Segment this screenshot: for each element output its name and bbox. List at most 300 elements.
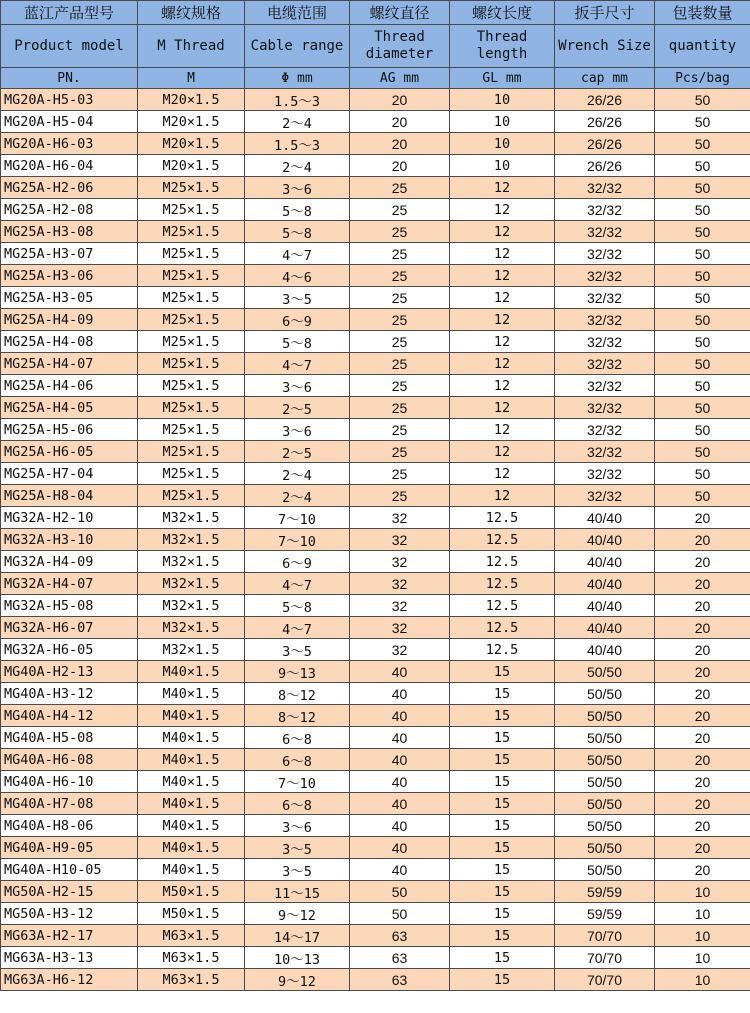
table-row bbox=[1, 331, 750, 353]
cell-cable-range: 9～12 bbox=[245, 903, 350, 925]
cell-wrench-size: 50/50 bbox=[555, 727, 655, 749]
cell-thread-length: 10 bbox=[450, 133, 555, 155]
cell-thread-spec: M25×1.5 bbox=[138, 265, 245, 287]
cell-cable-range: 5～8 bbox=[245, 595, 350, 617]
cell-cable-range: 3～6 bbox=[245, 375, 350, 397]
cell-thread-length: 15 bbox=[450, 859, 555, 881]
cell-product-model: MG40A-H3-12 bbox=[1, 683, 138, 705]
cell-wrench-size: 40/40 bbox=[555, 617, 655, 639]
cell-thread-spec: M25×1.5 bbox=[138, 441, 245, 463]
cell-thread-length: 12.5 bbox=[450, 529, 555, 551]
cell-thread-spec: M25×1.5 bbox=[138, 221, 245, 243]
cell-thread-diameter: 25 bbox=[350, 463, 450, 485]
table-row bbox=[1, 903, 750, 925]
cell-thread-length: 12.5 bbox=[450, 551, 555, 573]
cell-thread-spec: M32×1.5 bbox=[138, 507, 245, 529]
cell-quantity: 20 bbox=[655, 617, 750, 639]
cell-quantity: 20 bbox=[655, 573, 750, 595]
cell-cable-range: 3～5 bbox=[245, 287, 350, 309]
cell-cable-range: 5～8 bbox=[245, 199, 350, 221]
cell-quantity: 10 bbox=[655, 947, 750, 969]
table-row bbox=[1, 309, 750, 331]
table-row bbox=[1, 529, 750, 551]
cell-thread-spec: M32×1.5 bbox=[138, 573, 245, 595]
table-row bbox=[1, 639, 750, 661]
cell-cable-range: 6～8 bbox=[245, 793, 350, 815]
cell-product-model: MG40A-H4-12 bbox=[1, 705, 138, 727]
cell-wrench-size: 32/32 bbox=[555, 397, 655, 419]
cell-cable-range: 2～4 bbox=[245, 485, 350, 507]
cell-thread-spec: M40×1.5 bbox=[138, 683, 245, 705]
cell-quantity: 50 bbox=[655, 287, 750, 309]
cell-product-model: MG25A-H4-09 bbox=[1, 309, 138, 331]
cell-quantity: 20 bbox=[655, 705, 750, 727]
cell-thread-spec: M50×1.5 bbox=[138, 903, 245, 925]
cell-thread-length: 12 bbox=[450, 331, 555, 353]
cell-product-model: MG25A-H2-06 bbox=[1, 177, 138, 199]
cell-wrench-size: 32/32 bbox=[555, 419, 655, 441]
header-row-english bbox=[1, 25, 750, 68]
cell-quantity: 20 bbox=[655, 551, 750, 573]
cell-cable-range: 3～6 bbox=[245, 419, 350, 441]
cell-thread-diameter: 25 bbox=[350, 397, 450, 419]
cell-thread-spec: M20×1.5 bbox=[138, 89, 245, 111]
cell-product-model: MG40A-H5-08 bbox=[1, 727, 138, 749]
cell-thread-spec: M25×1.5 bbox=[138, 287, 245, 309]
cell-product-model: MG32A-H6-05 bbox=[1, 639, 138, 661]
header-unit-pn: PN. bbox=[1, 68, 138, 89]
cell-product-model: MG32A-H5-08 bbox=[1, 595, 138, 617]
cell-quantity: 20 bbox=[655, 595, 750, 617]
cell-thread-length: 12 bbox=[450, 375, 555, 397]
table-row bbox=[1, 353, 750, 375]
cell-product-model: MG32A-H4-09 bbox=[1, 551, 138, 573]
cell-thread-length: 15 bbox=[450, 881, 555, 903]
cell-thread-spec: M25×1.5 bbox=[138, 375, 245, 397]
cell-thread-length: 10 bbox=[450, 111, 555, 133]
cell-quantity: 20 bbox=[655, 727, 750, 749]
cell-thread-length: 10 bbox=[450, 89, 555, 111]
table-row bbox=[1, 243, 750, 265]
cell-wrench-size: 40/40 bbox=[555, 595, 655, 617]
header-en-wrench-size: Wrench Size bbox=[555, 25, 655, 68]
table-row bbox=[1, 419, 750, 441]
cell-thread-length: 12 bbox=[450, 397, 555, 419]
cell-wrench-size: 50/50 bbox=[555, 683, 655, 705]
cell-thread-diameter: 25 bbox=[350, 309, 450, 331]
cell-thread-length: 15 bbox=[450, 947, 555, 969]
cell-thread-length: 10 bbox=[450, 155, 555, 177]
cell-wrench-size: 50/50 bbox=[555, 859, 655, 881]
cell-product-model: MG63A-H6-12 bbox=[1, 969, 138, 991]
cell-quantity: 20 bbox=[655, 639, 750, 661]
cell-thread-diameter: 25 bbox=[350, 353, 450, 375]
cell-thread-spec: M40×1.5 bbox=[138, 837, 245, 859]
cell-thread-length: 12 bbox=[450, 265, 555, 287]
table-row bbox=[1, 815, 750, 837]
cell-quantity: 50 bbox=[655, 177, 750, 199]
cell-wrench-size: 70/70 bbox=[555, 969, 655, 991]
cell-wrench-size: 50/50 bbox=[555, 837, 655, 859]
cell-wrench-size: 40/40 bbox=[555, 639, 655, 661]
cell-product-model: MG40A-H2-13 bbox=[1, 661, 138, 683]
cell-wrench-size: 50/50 bbox=[555, 815, 655, 837]
cell-thread-spec: M50×1.5 bbox=[138, 881, 245, 903]
cell-thread-spec: M20×1.5 bbox=[138, 155, 245, 177]
table-row bbox=[1, 485, 750, 507]
cell-thread-diameter: 25 bbox=[350, 419, 450, 441]
cell-thread-length: 15 bbox=[450, 969, 555, 991]
cell-quantity: 20 bbox=[655, 507, 750, 529]
cell-thread-diameter: 20 bbox=[350, 89, 450, 111]
cell-product-model: MG40A-H7-08 bbox=[1, 793, 138, 815]
cell-thread-length: 12 bbox=[450, 177, 555, 199]
cell-thread-length: 15 bbox=[450, 837, 555, 859]
cell-cable-range: 6～8 bbox=[245, 727, 350, 749]
cell-quantity: 50 bbox=[655, 331, 750, 353]
cell-wrench-size: 40/40 bbox=[555, 573, 655, 595]
cell-thread-length: 15 bbox=[450, 749, 555, 771]
cell-product-model: MG63A-H2-17 bbox=[1, 925, 138, 947]
cell-cable-range: 5～8 bbox=[245, 221, 350, 243]
cell-thread-diameter: 40 bbox=[350, 859, 450, 881]
cell-wrench-size: 40/40 bbox=[555, 551, 655, 573]
cell-quantity: 20 bbox=[655, 859, 750, 881]
cell-thread-length: 12 bbox=[450, 419, 555, 441]
cell-thread-length: 15 bbox=[450, 925, 555, 947]
cell-cable-range: 14～17 bbox=[245, 925, 350, 947]
cell-product-model: MG25A-H4-07 bbox=[1, 353, 138, 375]
table-row bbox=[1, 705, 750, 727]
cell-thread-length: 15 bbox=[450, 815, 555, 837]
header-en-quantity: quantity bbox=[655, 25, 750, 68]
header-unit-cap-mm: cap mm bbox=[555, 68, 655, 89]
cell-wrench-size: 32/32 bbox=[555, 331, 655, 353]
cell-quantity: 20 bbox=[655, 529, 750, 551]
cell-thread-spec: M40×1.5 bbox=[138, 771, 245, 793]
cell-cable-range: 5～8 bbox=[245, 331, 350, 353]
cell-thread-length: 12 bbox=[450, 221, 555, 243]
cell-cable-range: 3～5 bbox=[245, 639, 350, 661]
cell-wrench-size: 32/32 bbox=[555, 463, 655, 485]
table-row bbox=[1, 969, 750, 991]
cell-thread-spec: M40×1.5 bbox=[138, 793, 245, 815]
cell-cable-range: 4～7 bbox=[245, 243, 350, 265]
cell-thread-spec: M63×1.5 bbox=[138, 925, 245, 947]
cell-cable-range: 4～7 bbox=[245, 353, 350, 375]
cell-thread-spec: M63×1.5 bbox=[138, 969, 245, 991]
header-en-cable-range: Cable range bbox=[245, 25, 350, 68]
cell-wrench-size: 32/32 bbox=[555, 441, 655, 463]
cell-product-model: MG25A-H8-04 bbox=[1, 485, 138, 507]
cell-thread-length: 12 bbox=[450, 287, 555, 309]
cell-quantity: 50 bbox=[655, 155, 750, 177]
header-cn-wrench-size: 扳手尺寸 bbox=[555, 1, 655, 25]
cell-product-model: MG25A-H3-06 bbox=[1, 265, 138, 287]
cell-quantity: 10 bbox=[655, 969, 750, 991]
cell-thread-length: 15 bbox=[450, 903, 555, 925]
cell-cable-range: 1.5～3 bbox=[245, 133, 350, 155]
table-row bbox=[1, 199, 750, 221]
table-row bbox=[1, 133, 750, 155]
cell-product-model: MG25A-H4-08 bbox=[1, 331, 138, 353]
cell-thread-spec: M40×1.5 bbox=[138, 705, 245, 727]
cell-thread-spec: M40×1.5 bbox=[138, 815, 245, 837]
cell-thread-spec: M20×1.5 bbox=[138, 111, 245, 133]
cell-thread-length: 15 bbox=[450, 727, 555, 749]
cell-thread-length: 12.5 bbox=[450, 617, 555, 639]
table-row bbox=[1, 749, 750, 771]
cell-quantity: 50 bbox=[655, 375, 750, 397]
cell-cable-range: 2～5 bbox=[245, 441, 350, 463]
cell-thread-diameter: 25 bbox=[350, 199, 450, 221]
cell-wrench-size: 32/32 bbox=[555, 177, 655, 199]
cell-thread-diameter: 40 bbox=[350, 661, 450, 683]
cell-wrench-size: 32/32 bbox=[555, 265, 655, 287]
header-en-product-model: Product model bbox=[1, 25, 138, 68]
cell-wrench-size: 32/32 bbox=[555, 287, 655, 309]
cell-quantity: 20 bbox=[655, 683, 750, 705]
cell-product-model: MG50A-H2-15 bbox=[1, 881, 138, 903]
cell-cable-range: 9～13 bbox=[245, 661, 350, 683]
header-cn-thread-diameter: 螺纹直径 bbox=[350, 1, 450, 25]
cell-thread-diameter: 40 bbox=[350, 683, 450, 705]
cell-product-model: MG20A-H6-03 bbox=[1, 133, 138, 155]
cell-thread-diameter: 25 bbox=[350, 331, 450, 353]
table-row bbox=[1, 507, 750, 529]
cell-cable-range: 8～12 bbox=[245, 705, 350, 727]
cell-quantity: 50 bbox=[655, 243, 750, 265]
header-unit-pcs-bag: Pcs/bag bbox=[655, 68, 750, 89]
cell-thread-length: 12 bbox=[450, 485, 555, 507]
cell-thread-spec: M25×1.5 bbox=[138, 353, 245, 375]
cell-cable-range: 7～10 bbox=[245, 507, 350, 529]
cell-wrench-size: 50/50 bbox=[555, 749, 655, 771]
cell-wrench-size: 50/50 bbox=[555, 705, 655, 727]
cell-quantity: 20 bbox=[655, 771, 750, 793]
cell-cable-range: 7～10 bbox=[245, 771, 350, 793]
table-row bbox=[1, 573, 750, 595]
cell-thread-diameter: 25 bbox=[350, 243, 450, 265]
cell-cable-range: 4～7 bbox=[245, 617, 350, 639]
cell-wrench-size: 32/32 bbox=[555, 199, 655, 221]
cell-quantity: 50 bbox=[655, 485, 750, 507]
cell-thread-diameter: 50 bbox=[350, 881, 450, 903]
cell-cable-range: 1.5～3 bbox=[245, 89, 350, 111]
cell-quantity: 50 bbox=[655, 89, 750, 111]
cell-thread-length: 12 bbox=[450, 463, 555, 485]
cell-thread-length: 12 bbox=[450, 353, 555, 375]
cell-quantity: 50 bbox=[655, 265, 750, 287]
cell-cable-range: 2～5 bbox=[245, 397, 350, 419]
cell-thread-diameter: 20 bbox=[350, 133, 450, 155]
cell-thread-spec: M32×1.5 bbox=[138, 551, 245, 573]
table-row bbox=[1, 683, 750, 705]
cell-wrench-size: 32/32 bbox=[555, 221, 655, 243]
cell-thread-diameter: 25 bbox=[350, 221, 450, 243]
table-row bbox=[1, 793, 750, 815]
table-row bbox=[1, 925, 750, 947]
header-unit-cable-mm: Φ mm bbox=[245, 68, 350, 89]
cell-thread-length: 12 bbox=[450, 441, 555, 463]
cell-thread-diameter: 63 bbox=[350, 969, 450, 991]
cell-thread-diameter: 40 bbox=[350, 771, 450, 793]
cell-thread-length: 15 bbox=[450, 683, 555, 705]
cell-product-model: MG25A-H3-05 bbox=[1, 287, 138, 309]
table-body bbox=[1, 89, 750, 991]
cell-quantity: 50 bbox=[655, 111, 750, 133]
cell-product-model: MG40A-H8-06 bbox=[1, 815, 138, 837]
cell-thread-length: 12 bbox=[450, 199, 555, 221]
cell-thread-diameter: 32 bbox=[350, 573, 450, 595]
cell-cable-range: 11～15 bbox=[245, 881, 350, 903]
cell-cable-range: 2～4 bbox=[245, 463, 350, 485]
cell-product-model: MG32A-H4-07 bbox=[1, 573, 138, 595]
cell-thread-spec: M25×1.5 bbox=[138, 199, 245, 221]
header-cn-cable-range: 电缆范围 bbox=[245, 1, 350, 25]
cell-quantity: 50 bbox=[655, 199, 750, 221]
table-row bbox=[1, 463, 750, 485]
cell-cable-range: 6～8 bbox=[245, 749, 350, 771]
cell-quantity: 20 bbox=[655, 837, 750, 859]
cell-cable-range: 7～10 bbox=[245, 529, 350, 551]
cell-thread-spec: M25×1.5 bbox=[138, 397, 245, 419]
cell-thread-diameter: 40 bbox=[350, 727, 450, 749]
header-cn-thread-length: 螺纹长度 bbox=[450, 1, 555, 25]
cell-thread-diameter: 20 bbox=[350, 155, 450, 177]
cell-thread-diameter: 40 bbox=[350, 749, 450, 771]
cell-wrench-size: 70/70 bbox=[555, 947, 655, 969]
cell-thread-diameter: 32 bbox=[350, 617, 450, 639]
table-row bbox=[1, 727, 750, 749]
header-cn-product-model: 蓝江产品型号 bbox=[1, 1, 138, 25]
cell-wrench-size: 40/40 bbox=[555, 507, 655, 529]
table-row bbox=[1, 441, 750, 463]
cell-product-model: MG20A-H5-03 bbox=[1, 89, 138, 111]
cell-wrench-size: 70/70 bbox=[555, 925, 655, 947]
cell-product-model: MG40A-H6-08 bbox=[1, 749, 138, 771]
table-row bbox=[1, 771, 750, 793]
cell-product-model: MG25A-H5-06 bbox=[1, 419, 138, 441]
table-row bbox=[1, 947, 750, 969]
cell-wrench-size: 50/50 bbox=[555, 771, 655, 793]
header-cn-quantity: 包装数量 bbox=[655, 1, 750, 25]
cell-quantity: 10 bbox=[655, 925, 750, 947]
table-row bbox=[1, 881, 750, 903]
cell-product-model: MG50A-H3-12 bbox=[1, 903, 138, 925]
cell-thread-diameter: 63 bbox=[350, 947, 450, 969]
cell-thread-diameter: 25 bbox=[350, 287, 450, 309]
cell-thread-spec: M40×1.5 bbox=[138, 661, 245, 683]
cell-product-model: MG25A-H4-05 bbox=[1, 397, 138, 419]
cell-thread-diameter: 32 bbox=[350, 507, 450, 529]
cell-wrench-size: 32/32 bbox=[555, 375, 655, 397]
cell-product-model: MG32A-H3-10 bbox=[1, 529, 138, 551]
cell-product-model: MG40A-H6-10 bbox=[1, 771, 138, 793]
cell-quantity: 10 bbox=[655, 881, 750, 903]
cell-thread-diameter: 32 bbox=[350, 639, 450, 661]
table-row bbox=[1, 595, 750, 617]
cell-thread-diameter: 32 bbox=[350, 529, 450, 551]
cell-thread-length: 12.5 bbox=[450, 573, 555, 595]
cell-cable-range: 3～5 bbox=[245, 837, 350, 859]
cell-thread-length: 12.5 bbox=[450, 595, 555, 617]
cell-cable-range: 3～6 bbox=[245, 177, 350, 199]
cell-cable-range: 4～7 bbox=[245, 573, 350, 595]
cell-thread-diameter: 25 bbox=[350, 485, 450, 507]
cell-thread-length: 15 bbox=[450, 661, 555, 683]
cell-wrench-size: 50/50 bbox=[555, 661, 655, 683]
cell-product-model: MG20A-H5-04 bbox=[1, 111, 138, 133]
header-cn-thread-spec: 螺纹规格 bbox=[138, 1, 245, 25]
table-row bbox=[1, 661, 750, 683]
cell-thread-diameter: 32 bbox=[350, 551, 450, 573]
cell-wrench-size: 40/40 bbox=[555, 529, 655, 551]
cell-product-model: MG25A-H3-08 bbox=[1, 221, 138, 243]
cell-thread-diameter: 40 bbox=[350, 705, 450, 727]
cell-quantity: 50 bbox=[655, 441, 750, 463]
cell-product-model: MG32A-H6-07 bbox=[1, 617, 138, 639]
cell-cable-range: 2～4 bbox=[245, 155, 350, 177]
cell-quantity: 50 bbox=[655, 353, 750, 375]
cell-thread-length: 12.5 bbox=[450, 639, 555, 661]
cell-thread-diameter: 50 bbox=[350, 903, 450, 925]
cell-quantity: 50 bbox=[655, 221, 750, 243]
table-row bbox=[1, 221, 750, 243]
cell-wrench-size: 26/26 bbox=[555, 133, 655, 155]
cell-wrench-size: 32/32 bbox=[555, 243, 655, 265]
cell-thread-spec: M25×1.5 bbox=[138, 243, 245, 265]
cell-wrench-size: 50/50 bbox=[555, 793, 655, 815]
cell-thread-spec: M25×1.5 bbox=[138, 331, 245, 353]
cell-wrench-size: 59/59 bbox=[555, 881, 655, 903]
cell-thread-spec: M40×1.5 bbox=[138, 727, 245, 749]
cell-thread-diameter: 25 bbox=[350, 441, 450, 463]
cell-quantity: 20 bbox=[655, 661, 750, 683]
cell-quantity: 50 bbox=[655, 309, 750, 331]
cell-thread-spec: M25×1.5 bbox=[138, 485, 245, 507]
cell-thread-spec: M25×1.5 bbox=[138, 419, 245, 441]
table-row bbox=[1, 265, 750, 287]
cell-product-model: MG25A-H7-04 bbox=[1, 463, 138, 485]
table-row bbox=[1, 551, 750, 573]
cell-quantity: 50 bbox=[655, 397, 750, 419]
table-row bbox=[1, 89, 750, 111]
cell-product-model: MG25A-H2-08 bbox=[1, 199, 138, 221]
cell-product-model: MG32A-H2-10 bbox=[1, 507, 138, 529]
cell-thread-spec: M32×1.5 bbox=[138, 595, 245, 617]
cell-wrench-size: 59/59 bbox=[555, 903, 655, 925]
header-en-thread-diameter: Thread diameter bbox=[350, 25, 450, 68]
cell-thread-length: 12 bbox=[450, 243, 555, 265]
cell-quantity: 50 bbox=[655, 463, 750, 485]
cell-cable-range: 4～6 bbox=[245, 265, 350, 287]
cell-wrench-size: 26/26 bbox=[555, 111, 655, 133]
cell-quantity: 50 bbox=[655, 133, 750, 155]
cell-wrench-size: 26/26 bbox=[555, 89, 655, 111]
cell-wrench-size: 32/32 bbox=[555, 485, 655, 507]
cell-wrench-size: 32/32 bbox=[555, 353, 655, 375]
cell-thread-spec: M40×1.5 bbox=[138, 749, 245, 771]
cell-product-model: MG25A-H3-07 bbox=[1, 243, 138, 265]
header-en-thread-spec: M Thread bbox=[138, 25, 245, 68]
table-row bbox=[1, 859, 750, 881]
cell-thread-spec: M32×1.5 bbox=[138, 617, 245, 639]
cell-thread-diameter: 20 bbox=[350, 111, 450, 133]
header-en-thread-length: Thread length bbox=[450, 25, 555, 68]
header-unit-gl-mm: GL mm bbox=[450, 68, 555, 89]
cell-thread-spec: M32×1.5 bbox=[138, 529, 245, 551]
